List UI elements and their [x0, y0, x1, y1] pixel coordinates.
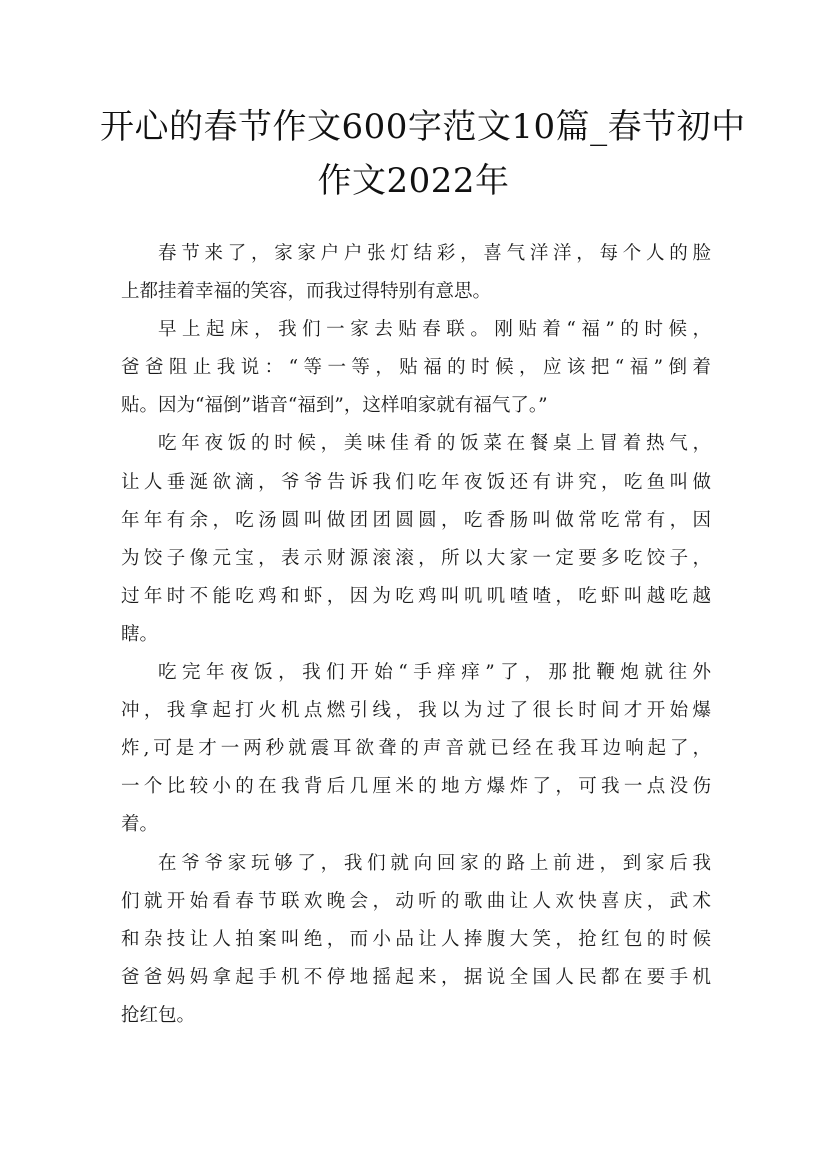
text-line: 年年有余，吃汤圆叫做团团圆圆，吃香肠叫做常吃常有，因: [121, 509, 711, 531]
paragraph-2: [121, 311, 711, 425]
text-line: 一个比较小的在我背后几厘米的地方爆炸了，可我一点没伤: [121, 776, 711, 798]
text-line: 和杂技让人拍案叫绝，而小品让人捧腹大笑，抢红包的时候: [121, 928, 711, 950]
text-line: 在爷爷家玩够了，我们就向回家的路上前进，到家后我: [158, 852, 711, 874]
text-line: 冲，我拿起打火机点燃引线，我以为过了很长时间才开始爆: [121, 700, 711, 722]
text-line: 着。: [121, 814, 159, 836]
text-line: 吃年夜饭的时候，美味佳肴的饭菜在餐桌上冒着热气，: [158, 433, 711, 455]
document-title: [100, 100, 746, 208]
text-line: 爸爸阻止我说：“等一等，贴福的时候，应该把“福”倒着: [121, 357, 711, 379]
title-line: 作文2022年: [317, 161, 510, 201]
text-line: 瞎。: [121, 623, 159, 645]
text-line: 爸爸妈妈拿起手机不停地摇起来，据说全国人民都在要手机: [121, 966, 711, 988]
paragraph-5: [121, 845, 711, 1035]
text-line: 们就开始看春节联欢晚会，动听的歌曲让人欢快喜庆，武术: [121, 890, 711, 912]
paragraph-4: [121, 654, 711, 844]
text-line: 让人垂涎欲滴，爷爷告诉我们吃年夜饭还有讲究，吃鱼叫做: [121, 471, 711, 493]
text-line: 炸,可是才一两秒就震耳欲聋的声音就已经在我耳边响起了，: [121, 738, 711, 760]
paragraph-1: [121, 235, 711, 311]
text-line: 贴。因为“福倒”谐音“福到”，这样咱家就有福气了。”: [121, 395, 548, 417]
text-line: 为饺子像元宝，表示财源滚滚，所以大家一定要多吃饺子，: [121, 547, 711, 569]
paragraph-3: [121, 425, 711, 654]
text-line: 上都挂着幸福的笑容，而我过得特别有意思。: [121, 281, 492, 303]
title-line: 开心的春节作文600字范文10篇_春节初中: [100, 107, 746, 147]
text-line: 春节来了，家家户户张灯结彩，喜气洋洋，每个人的脸: [158, 243, 711, 264]
text-line: 抢红包。: [121, 1004, 196, 1026]
text-line: 吃完年夜饭，我们开始“手痒痒”了，那批鞭炮就往外: [158, 662, 711, 684]
document-body: [121, 235, 711, 1035]
text-line: 过年时不能吃鸡和虾，因为吃鸡叫叽叽喳喳，吃虾叫越吃越: [121, 585, 711, 607]
text-line: 早上起床，我们一家去贴春联。刚贴着“福”的时候，: [158, 319, 711, 341]
